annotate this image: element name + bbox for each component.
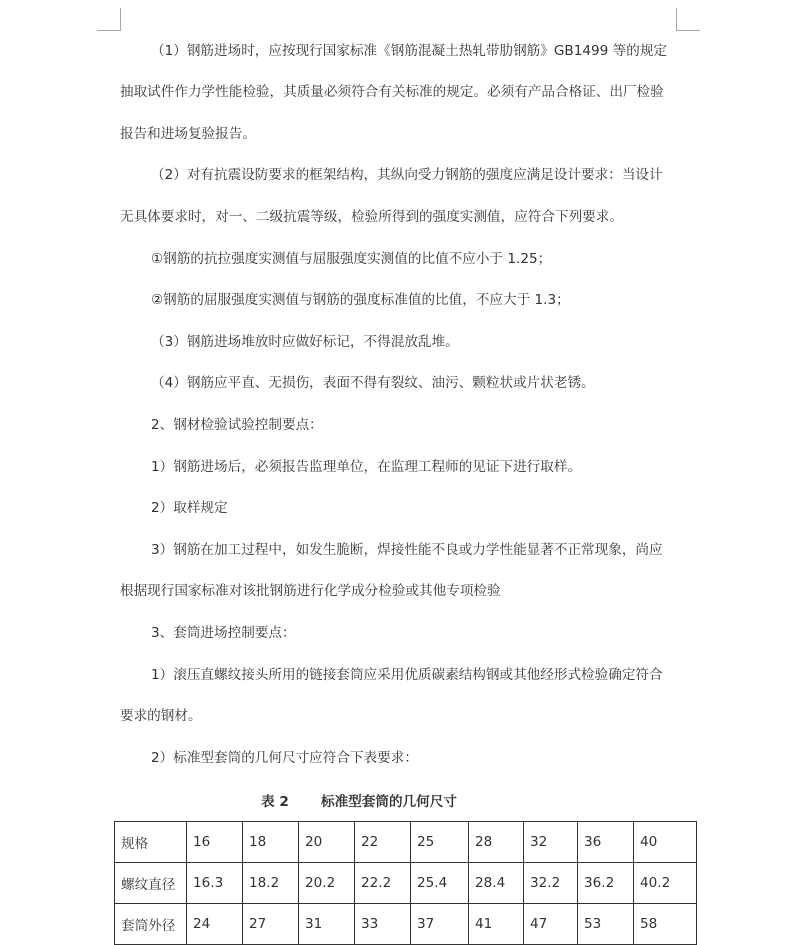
table-cell: 18 (243, 822, 299, 863)
table-cell: 18.2 (243, 863, 299, 904)
paragraph-2-line-2: 无具体要求时，对一、二级抗震等级，检验所得到的强度实测值，应符合下列要求。 (120, 209, 623, 225)
table-cell: 47 (524, 904, 578, 945)
table-row-header: 螺纹直径 (115, 863, 187, 904)
sleeve-dimension-table (114, 821, 697, 945)
paragraph-10-line-2: 根据现行国家标准对该批钢筋进行化学成分检验或其他专项检验 (120, 583, 501, 599)
table-cell: 53 (578, 904, 634, 945)
paragraph-9: 2）取样规定 (151, 500, 228, 516)
table-cell: 20 (299, 822, 355, 863)
paragraph-5: （3）钢筋进场堆放时应做好标记，不得混放乱堆。 (151, 334, 459, 350)
table-row-header: 套筒外径 (115, 904, 187, 945)
paragraph-8: 1）钢筋进场后，必须报告监理单位，在监理工程师的见证下进行取样。 (151, 459, 582, 475)
table-cell: 22 (355, 822, 411, 863)
table-cell: 16.3 (187, 863, 243, 904)
paragraph-13: 2）标准型套筒的几何尺寸应符合下表要求： (151, 750, 418, 766)
table-cell: 40.2 (634, 863, 697, 904)
table-cell: 41 (469, 904, 524, 945)
table-row (115, 863, 697, 904)
table-cell: 28.4 (469, 863, 524, 904)
table-cell: 33 (355, 904, 411, 945)
page-corner-mark-top-left (97, 8, 121, 31)
table-cell: 25 (411, 822, 469, 863)
page-corner-mark-top-right (676, 8, 700, 31)
table-cell: 24 (187, 904, 243, 945)
table-cell: 36 (578, 822, 634, 863)
table-cell: 16 (187, 822, 243, 863)
section-heading-2: 2、钢材检验试验控制要点： (151, 417, 323, 433)
table-cell: 25.4 (411, 863, 469, 904)
table-cell: 37 (411, 904, 469, 945)
table-row (115, 904, 697, 945)
table-row-header: 规格 (115, 822, 187, 863)
table-cell: 32 (524, 822, 578, 863)
section-heading-3: 3、套筒进场控制要点： (151, 625, 296, 641)
table-row (115, 822, 697, 863)
table-caption-title: 标准型套筒的几何尺寸 (321, 794, 457, 810)
table-cell: 58 (634, 904, 697, 945)
paragraph-1-line-1: （1）钢筋进场时，应按现行国家标准《钢筋混凝土热轧带肋钢筋》GB1499 等的规定 (151, 43, 668, 59)
paragraph-3: ①钢筋的抗拉强度实测值与屈服强度实测值的比值不应小于 1.25； (151, 251, 552, 267)
paragraph-12-line-2: 要求的钢材。 (120, 708, 202, 724)
table-cell: 20.2 (299, 863, 355, 904)
table-cell: 27 (243, 904, 299, 945)
paragraph-6: （4）钢筋应平直、无损伤，表面不得有裂纹、油污、颗粒状或片状老锈。 (151, 375, 595, 391)
paragraph-1-line-2: 抽取试件作力学性能检验，其质量必须符合有关标准的规定。必须有产品合格证、出厂检验 (120, 84, 664, 100)
table-cell: 22.2 (355, 863, 411, 904)
table-caption-label: 表 2 (261, 794, 289, 810)
table-cell: 36.2 (578, 863, 634, 904)
table-cell: 32.2 (524, 863, 578, 904)
table-cell: 31 (299, 904, 355, 945)
paragraph-2-line-1: （2）对有抗震设防要求的框架结构，其纵向受力钢筋的强度应满足设计要求：当设计 (151, 167, 663, 183)
paragraph-12-line-1: 1）滚压直螺纹接头所用的链接套筒应采用优质碳素结构钢或其他经形式检验确定符合 (151, 667, 663, 683)
table-cell: 28 (469, 822, 524, 863)
paragraph-1-line-3: 报告和进场复验报告。 (120, 126, 256, 142)
paragraph-4: ②钢筋的屈服强度实测值与钢筋的强度标准值的比值，不应大于 1.3； (151, 292, 570, 308)
table-cell: 40 (634, 822, 697, 863)
paragraph-10-line-1: 3）钢筋在加工过程中，如发生脆断，焊接性能不良或力学性能显著不正常现象，尚应 (151, 542, 663, 558)
